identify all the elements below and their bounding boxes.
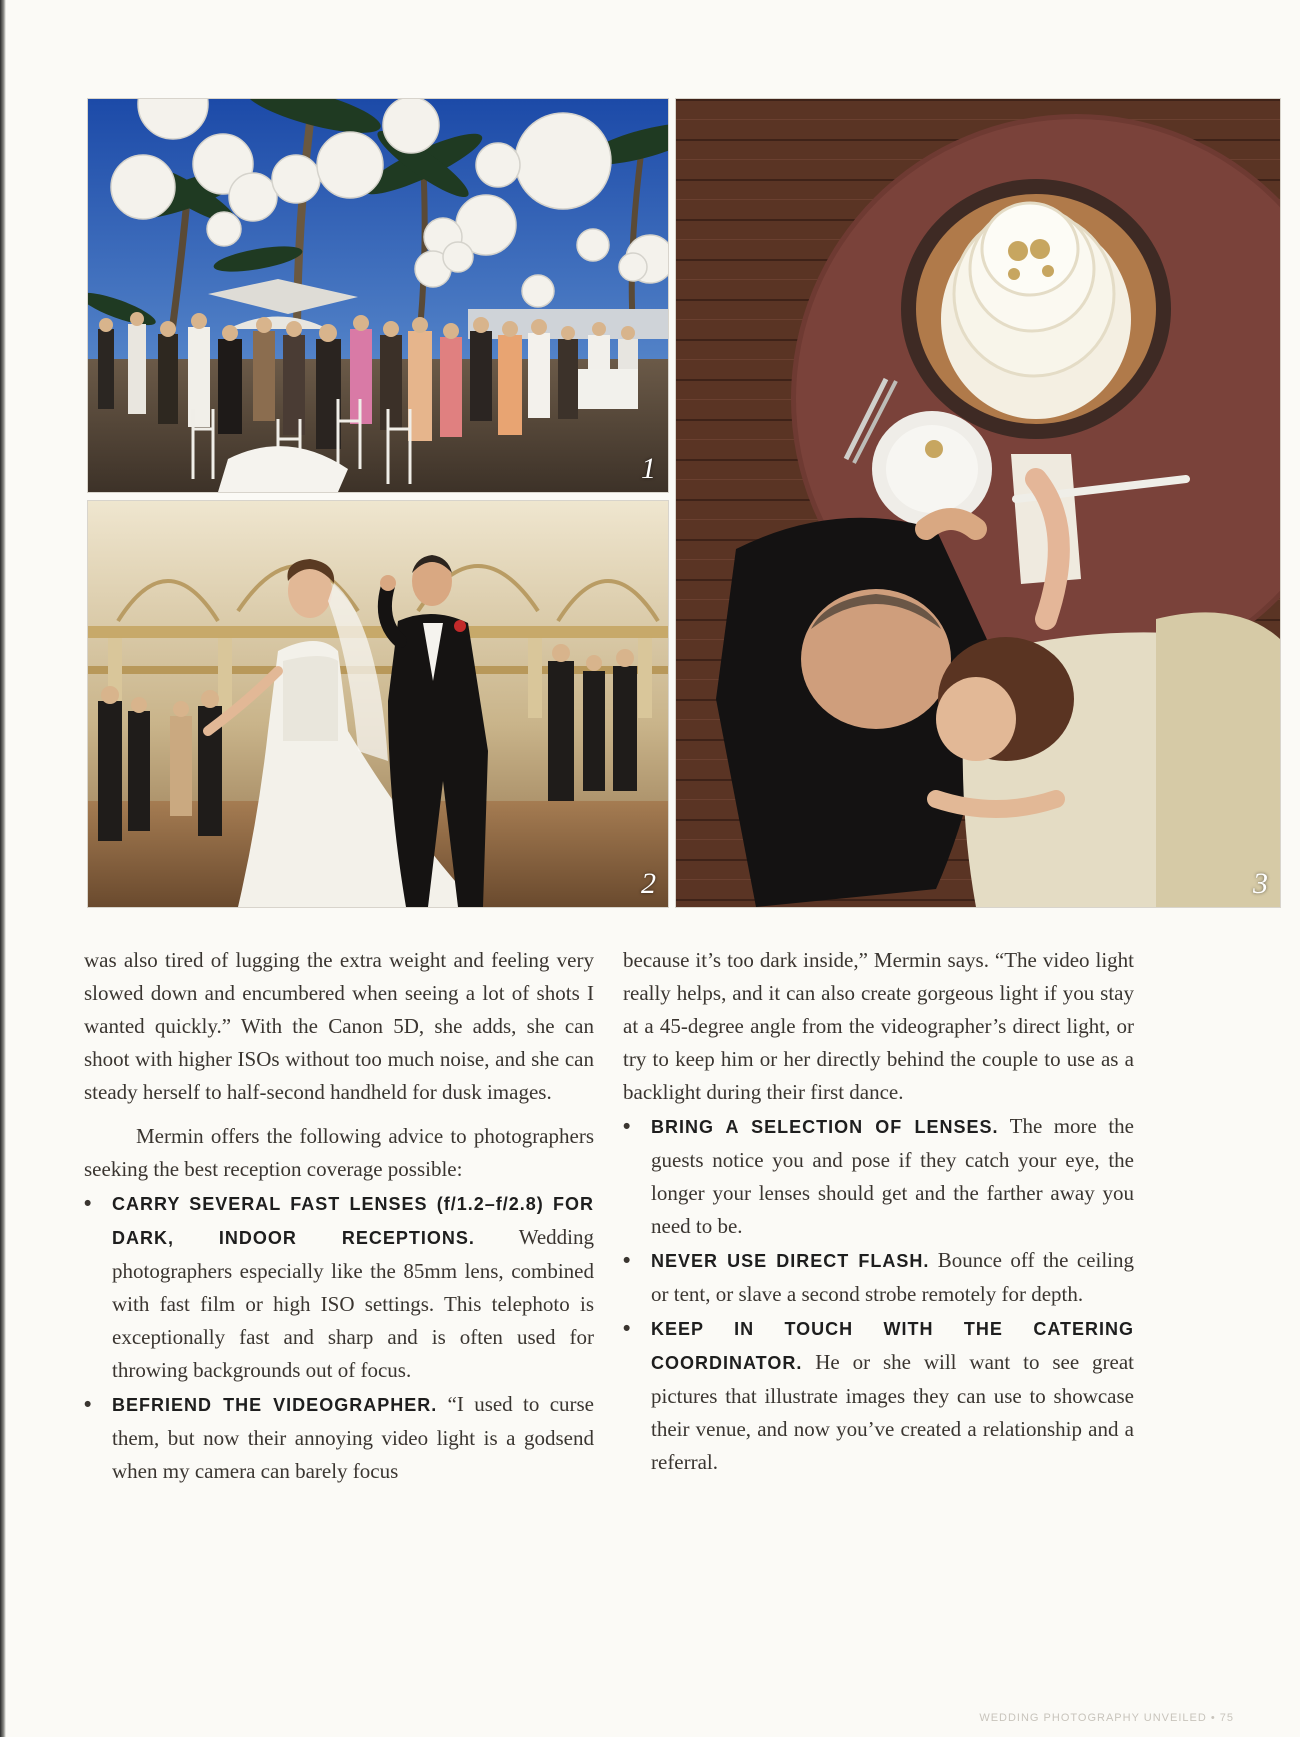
outdoor-reception-image xyxy=(88,99,668,492)
photo-number-2: 2 xyxy=(641,867,656,900)
bullet-dot: • xyxy=(84,1192,92,1215)
bullet-dot: • xyxy=(623,1249,631,1272)
bullet-dot: • xyxy=(623,1115,631,1138)
tip-heading: CARRY SEVERAL FAST LENSES (f/1.2–f/2.8) FOR DARK, INDOOR RECEPTIONS. xyxy=(112,1194,594,1248)
photo-cake-kiss xyxy=(675,98,1281,908)
tip-text: “I used to curse them, but now their annoying video light is a godsend when my camera can barely focus xyxy=(112,1392,594,1483)
tip-heading: KEEP IN TOUCH WITH THE CATERING COORDINATOR. xyxy=(651,1319,1134,1373)
text-column-left xyxy=(84,944,594,1488)
cake-kiss-image xyxy=(676,99,1280,907)
tip-bullet-videographer xyxy=(84,1388,594,1488)
tip-bullet-direct-flash xyxy=(623,1244,1134,1311)
page-footer: WEDDING PHOTOGRAPHY UNVEILED • 75 xyxy=(979,1712,1234,1724)
tip-heading: BRING A SELECTION OF LENSES. xyxy=(651,1117,999,1137)
tip-bullet-fast-lenses xyxy=(84,1187,594,1387)
tip-text: He or she will want to see great pictures that illustrate images they can use to showcase their venue, and now you’ve created a relationship and a referral. xyxy=(651,1350,1134,1474)
body-paragraph: Mermin offers the following advice to photographers seeking the best reception coverage possible: xyxy=(84,1124,594,1181)
bullet-dot: • xyxy=(623,1317,631,1340)
text-column-right xyxy=(623,944,1134,1479)
photo-ballroom-couple xyxy=(87,500,669,908)
tip-bullet-selection-of-lenses xyxy=(623,1110,1134,1243)
photo-number-1: 1 xyxy=(641,452,656,485)
page-binding-edge xyxy=(0,0,6,1737)
photo-number-3: 3 xyxy=(1253,867,1268,900)
body-paragraph: was also tired of lugging the extra weight and feeling very slowed down and encumbered when seeing a lot of shots I wanted quickly.” With the Canon 5D, she adds, she can shoot with higher ISOs without too much noise, and she can steady herself to half-second handheld for dusk images. xyxy=(84,948,594,1104)
tip-heading: BEFRIEND THE VIDEOGRAPHER. xyxy=(112,1395,438,1415)
tip-text: Bounce off the ceiling or tent, or slave a second strobe remotely for depth. xyxy=(651,1248,1134,1306)
bullet-dot: • xyxy=(84,1393,92,1416)
photo-outdoor-reception xyxy=(87,98,669,493)
ballroom-couple-image xyxy=(88,501,668,907)
tip-text: The more the guests notice you and pose if they catch your eye, the longer your lenses should get and the farther away you need to be. xyxy=(651,1114,1134,1238)
tip-heading: NEVER USE DIRECT FLASH. xyxy=(651,1251,930,1271)
body-paragraph: because it’s too dark inside,” Mermin says. “The video light really helps, and it can also create gorgeous light if you stay at a 45-degree angle from the videographer’s direct light, or try to keep him or her directly behind the couple to use as a backlight during their first dance. xyxy=(623,948,1134,1104)
tip-text: Wedding photographers especially like the 85mm lens, combined with fast film or high ISO settings. This telephoto is exceptionally fast and sharp and is often used for throwing backgrounds out of focus. xyxy=(112,1225,594,1382)
tip-bullet-catering-coordinator xyxy=(623,1312,1134,1479)
